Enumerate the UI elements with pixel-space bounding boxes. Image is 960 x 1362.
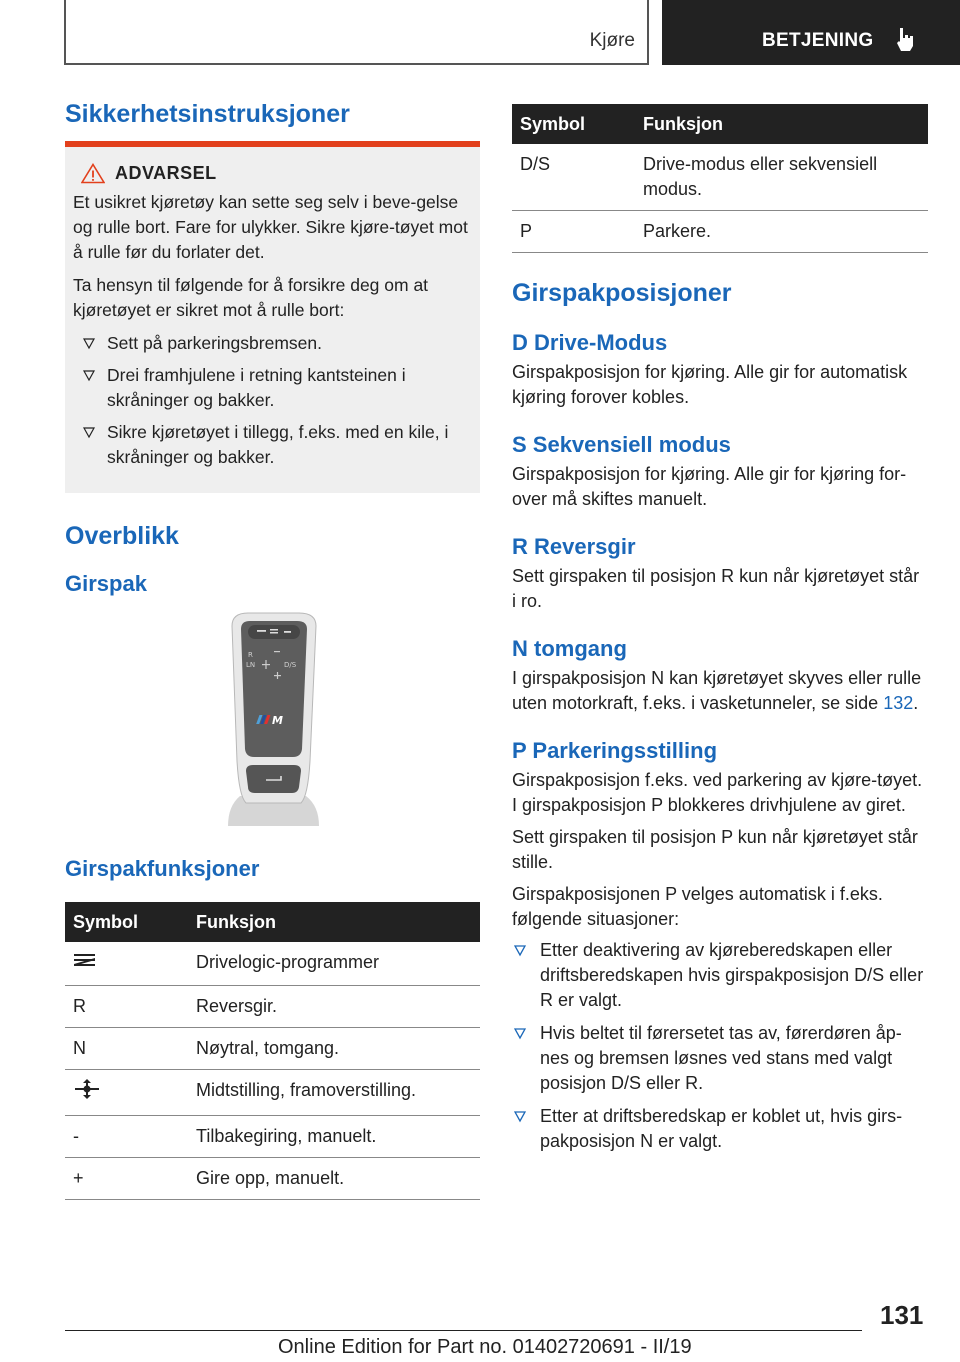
table-row [512, 211, 928, 253]
column-header-function: Funksjon [635, 104, 928, 144]
drive-mode-title: D Drive-Modus [512, 330, 668, 355]
table-cell-function: Gire opp, manuelt. [188, 1158, 480, 1200]
warning-triangle-icon [81, 163, 105, 184]
reverse-text: Sett girspaken til posisjon R kun når kjøretøyet står i ro. [512, 566, 920, 611]
table-cell-symbol: R [65, 986, 188, 1028]
sequential-mode-title: S Sekvensiell modus [512, 432, 731, 457]
left-column [65, 100, 480, 1200]
positions-title: Girspakposisjoner [512, 279, 732, 307]
park-bullet-list [512, 938, 928, 1154]
list-item: Hvis beltet til førersetet tas av, førerdøren åp-nes og bremsen løsnes ved stans med valgt posisjon D/S eller R. [512, 1021, 928, 1096]
table-row [65, 1028, 480, 1070]
park-title: P Parkeringsstilling [512, 738, 718, 763]
bullet-triangle-icon [83, 427, 95, 439]
column-header-function: Funksjon [188, 902, 480, 942]
gear-lever-image [226, 611, 321, 826]
table-row [65, 1070, 480, 1116]
bullet-triangle-icon [83, 370, 95, 382]
sequential-mode-text: Girspakposisjon for kjøring. Alle gir for kjøring for-over må skiftes manuelt. [512, 464, 907, 509]
drive-mode-text: Girspakposisjon for kjøring. Alle gir for automatisk kjøring forover kobles. [512, 362, 908, 407]
table-cell-function: Drivelogic-programmer [188, 942, 480, 986]
footer-edition: Online Edition for Part no. 01402720691 - II/19 [278, 1336, 692, 1358]
table-cell-symbol [65, 942, 188, 986]
warning-box [65, 147, 480, 493]
table-cell-symbol [65, 1070, 188, 1116]
drivelogic-icon [73, 950, 97, 970]
table-row [512, 144, 928, 211]
table-row [65, 1116, 480, 1158]
list-item: Etter at driftsberedskap er koblet ut, hvis girs-pakposisjon N er valgt. [512, 1104, 928, 1154]
list-item: Sett på parkeringsbremsen. [73, 331, 472, 356]
table-cell-symbol: D/S [512, 144, 635, 211]
bullet-triangle-icon [83, 338, 95, 350]
bullet-triangle-icon [514, 1028, 526, 1040]
bullet-triangle-icon [514, 1111, 526, 1123]
bullet-triangle-icon [514, 945, 526, 957]
right-column [512, 104, 928, 1162]
warning-bullet-list [73, 331, 472, 470]
neutral-position-icon [73, 1078, 101, 1100]
neutral-title: N tomgang [512, 636, 627, 661]
footer-divider [65, 1330, 862, 1331]
safety-title: Sikkerhetsinstruksjoner [65, 100, 350, 128]
table-cell-symbol: + [65, 1158, 188, 1200]
table-header-row [512, 104, 928, 144]
header-chapter: Kjøre [589, 30, 635, 51]
warning-text-2: Ta hensyn til følgende for å forsikre deg om at kjøretøyet er sikret mot å rulle bort: [73, 275, 429, 320]
gear-lever-illustration [226, 611, 321, 826]
svg-text:R: R [248, 651, 253, 659]
gearlever-title: Girspak [65, 571, 147, 596]
table-cell-function: Midtstilling, framoverstilling. [188, 1070, 480, 1116]
list-item: Etter deaktivering av kjøreberedskapen eller driftsberedskapen hvis girspakposisjon D/S eller R er valgt. [512, 938, 928, 1013]
park-text-2: Sett girspaken til posisjon P kun når kjøretøyet står stille. [512, 827, 918, 872]
table-cell-function: Tilbakegiring, manuelt. [188, 1116, 480, 1158]
table-row [65, 986, 480, 1028]
header-section-box [662, 0, 960, 65]
svg-text:LN: LN [246, 661, 256, 669]
header-section: BETJENING [762, 30, 874, 51]
table-cell-function: Parkere. [635, 211, 928, 253]
svg-text:D/S: D/S [284, 661, 297, 669]
table-row [65, 1158, 480, 1200]
table-cell-function: Drive-modus eller sekvensiell modus. [635, 144, 928, 211]
table-cell-symbol: N [65, 1028, 188, 1070]
pointing-hand-icon [895, 26, 917, 52]
park-text-1: Girspakposisjon f.eks. ved parkering av kjøre-tøyet. I girspakposisjon P blokkeres drivhjulene av giret. [512, 770, 923, 815]
table-cell-symbol: - [65, 1116, 188, 1158]
functions-table [65, 902, 480, 1200]
column-header-symbol: Symbol [512, 104, 635, 144]
warning-label: ADVARSEL [115, 163, 217, 183]
table-cell-symbol: P [512, 211, 635, 253]
reverse-title: R Reversgir [512, 534, 636, 559]
park-text-3: Girspakposisjonen P velges automatisk i f.eks. følgende situasjoner: [512, 884, 883, 929]
table-cell-function: Reversgir. [188, 986, 480, 1028]
list-item: Sikre kjøretøyet i tillegg, f.eks. med en kile, i skråninger og bakker. [73, 420, 472, 470]
table-header-row [65, 902, 480, 942]
functions-table-continued [512, 104, 928, 253]
warning-header [81, 161, 472, 186]
overview-title: Overblikk [65, 522, 179, 550]
warning-text-1: Et usikret kjøretøy kan sette seg selv i beve-gelse og rulle bort. Fare for ulykker. Sikre kjøre-tøyet mot å rulle før du forlater det. [73, 192, 468, 262]
neutral-text: I girspakposisjon N kan kjøretøyet skyves eller rulle uten motorkraft, f.eks. i vasketunneler, se side 132. [512, 668, 922, 713]
header-chapter-box [64, 0, 649, 65]
page-number: 131 [880, 1300, 924, 1330]
column-header-symbol: Symbol [65, 902, 188, 942]
svg-text:M: M [272, 714, 283, 727]
table-cell-function: Nøytral, tomgang. [188, 1028, 480, 1070]
list-item: Drei framhjulene i retning kantsteinen i skråninger og bakker. [73, 363, 472, 413]
functions-title: Girspakfunksjoner [65, 856, 260, 881]
table-row [65, 942, 480, 986]
page-reference-link[interactable]: 132 [883, 693, 914, 713]
